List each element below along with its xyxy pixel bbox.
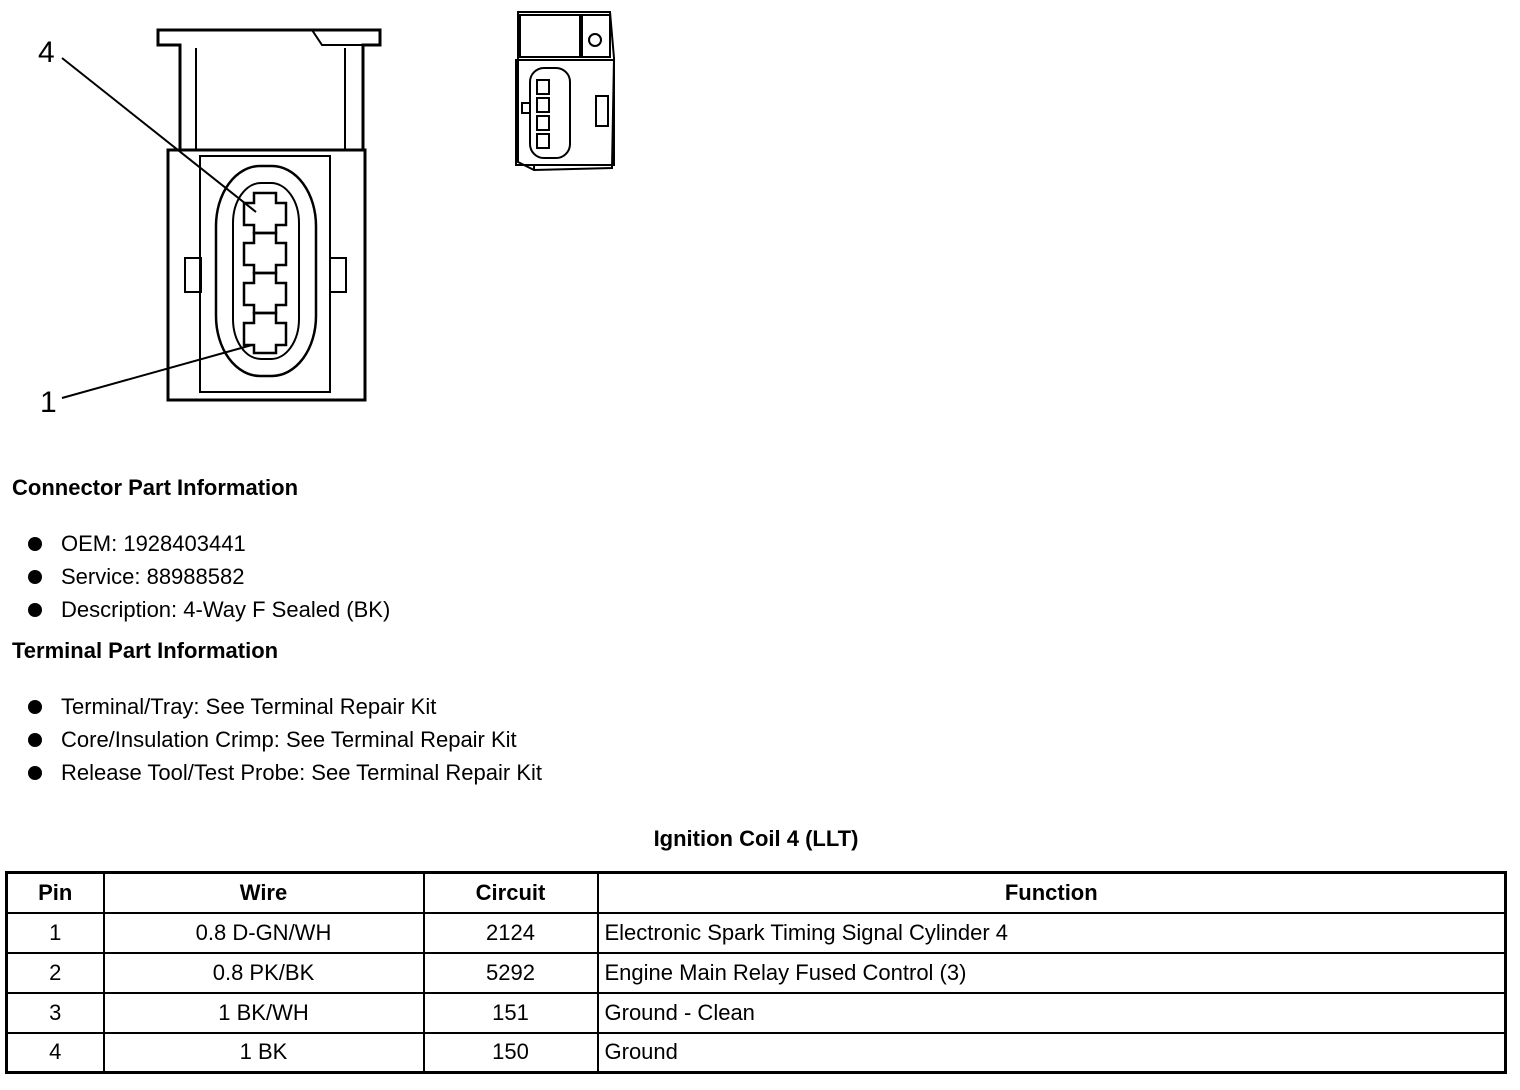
- cell-pin: 4: [7, 1033, 104, 1073]
- header-pin: Pin: [7, 873, 104, 913]
- list-item: [28, 690, 542, 723]
- connector-description: Description: 4-Way F Sealed (BK): [61, 597, 391, 622]
- cell-circuit: 2124: [424, 913, 598, 953]
- cell-wire: 0.8 PK/BK: [104, 953, 424, 993]
- pin-label-1: 1: [40, 386, 57, 419]
- connector-part-info-heading: Connector Part Information: [12, 475, 299, 500]
- table-row: [7, 913, 1506, 953]
- table-title: Ignition Coil 4 (LLT): [653, 826, 859, 851]
- cell-pin: 1: [7, 913, 104, 953]
- connector-diagram: [0, 0, 1520, 440]
- cell-circuit: 150: [424, 1033, 598, 1073]
- bullet-icon: [28, 700, 42, 714]
- cell-circuit: 5292: [424, 953, 598, 993]
- list-item: [28, 560, 390, 593]
- list-item: [28, 756, 542, 789]
- cell-function: Electronic Spark Timing Signal Cylinder 4: [598, 913, 1506, 953]
- cell-pin: 3: [7, 993, 104, 1033]
- cell-wire: 0.8 D-GN/WH: [104, 913, 424, 953]
- cell-pin: 2: [7, 953, 104, 993]
- table-row: [7, 953, 1506, 993]
- bullet-icon: [28, 570, 42, 584]
- connector-body: [168, 150, 365, 400]
- crimp-info: Core/Insulation Crimp: See Terminal Repair Kit: [61, 727, 517, 752]
- cell-function: Ground: [598, 1033, 1506, 1073]
- service-part-number: Service: 88988582: [61, 564, 245, 589]
- header-wire: Wire: [104, 873, 424, 913]
- list-item: [28, 527, 390, 560]
- connector-3d-view: [516, 12, 614, 170]
- cell-wire: 1 BK: [104, 1033, 424, 1073]
- connector-part-info-list: [28, 527, 390, 626]
- terminal-cavities: [244, 193, 286, 353]
- bullet-icon: [28, 733, 42, 747]
- list-item: [28, 593, 390, 626]
- connector-seal: [216, 166, 316, 376]
- bullet-icon: [28, 537, 42, 551]
- cell-function: Engine Main Relay Fused Control (3): [598, 953, 1506, 993]
- oem-part-number: OEM: 1928403441: [61, 531, 246, 556]
- bullet-icon: [28, 603, 42, 617]
- cell-circuit: 151: [424, 993, 598, 1033]
- table-header-row: [7, 873, 1506, 913]
- cell-wire: 1 BK/WH: [104, 993, 424, 1033]
- pin-label-4: 4: [38, 36, 55, 69]
- header-function: Function: [598, 873, 1506, 913]
- list-item: [28, 723, 542, 756]
- terminal-tray-info: Terminal/Tray: See Terminal Repair Kit: [61, 694, 437, 719]
- cell-function: Ground - Clean: [598, 993, 1506, 1033]
- terminal-part-info-heading: Terminal Part Information: [12, 638, 279, 663]
- table-row: [7, 993, 1506, 1033]
- header-circuit: Circuit: [424, 873, 598, 913]
- terminal-part-info-list: [28, 690, 542, 789]
- leader-line-pin-4: [62, 58, 256, 212]
- bullet-icon: [28, 766, 42, 780]
- leader-line-pin-1: [62, 345, 252, 398]
- pinout-table: [5, 871, 1507, 1074]
- connector-latch: [158, 30, 380, 150]
- release-tool-info: Release Tool/Test Probe: See Terminal Repair Kit: [61, 760, 542, 785]
- table-row: [7, 1033, 1506, 1073]
